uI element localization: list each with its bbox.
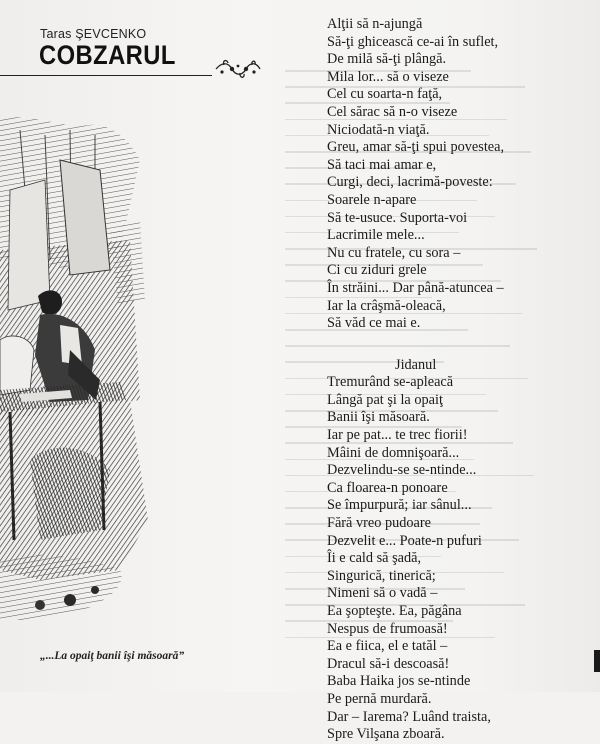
poem-text (327, 16, 587, 744)
poem-line: Singurică, tinerică; (327, 567, 436, 584)
poem-line: Soarele n-apare (327, 191, 417, 208)
poem-line: Să văd ce mai e. (327, 315, 421, 332)
poem-line: Lângă pat şi la opaiţ (327, 391, 443, 408)
poem-line: Să-ţi ghicească ce-ai în suflet, (327, 33, 499, 50)
stanza-break (327, 333, 587, 357)
page-edge-mark (594, 650, 600, 672)
poem-line: Lacrimile mele... (327, 227, 425, 244)
poem-line: Dezvelindu-se se-ntinde... (327, 462, 477, 479)
header-rule (0, 75, 212, 76)
poem-line: Alţii să n-ajungă (327, 16, 423, 32)
poem-line: Banii îşi măsoară. (327, 409, 430, 426)
poem-line: Iar pe pat... te trec fiorii! (327, 427, 468, 444)
poem-line: Iar la crâşmă-oleacă, (327, 297, 446, 314)
poem-line: Cel cu soarta-n faţă, (327, 86, 443, 103)
poem-line: Ca floarea-n ponoare (327, 479, 448, 496)
poem-line: Ea e fiica, el e tatăl – (327, 638, 448, 655)
poem-line: Baba Haika jos se-ntinde (327, 673, 471, 690)
poem-line: Nespus de frumoasă! (327, 620, 448, 637)
poem-line: Se împurpură; iar sânul... (327, 497, 472, 514)
poem-line: Să te-usuce. Suporta-voi (327, 209, 468, 226)
poem-line: Tremurând se-apleacă (327, 374, 454, 391)
poem-line: Fără vreo pudoare (327, 515, 432, 532)
poem-line: Dezvelit e... Poate-n pufuri (327, 532, 482, 549)
engraving-illustration-icon (0, 100, 150, 628)
book-title: COBZARUL (39, 40, 176, 70)
poem-line: Nimeni să o vadă – (327, 585, 438, 602)
poem-line: Ci cu ziduri grele (327, 262, 427, 279)
poem-line: Mila lor... să o viseze (327, 68, 449, 85)
poem-line: Dar – Iarema? Luând traista, (327, 708, 491, 725)
poem-line: Spre Vilşana zboară. (327, 726, 445, 743)
poem-line: Cel sărac să n-o viseze (327, 103, 458, 120)
poem-line: Nu cu fratele, cu sora – (327, 244, 461, 261)
floral-ornament-icon (214, 58, 262, 80)
poem-line: Niciodată-n viaţă. (327, 121, 430, 138)
poem-line: Dracul să-i descoasă! (327, 655, 450, 672)
poem-line: De milă să-ţi plângă. (327, 51, 447, 68)
poem-line: Pe pernă murdară. (327, 690, 432, 707)
author-name: Taras ŞEVCENKO (40, 27, 147, 41)
poem-line: Ea şopteşte. Ea, păgâna (327, 603, 462, 619)
poem-line: Îi e cald să şadă, (327, 550, 422, 567)
section-title: Jidanul (395, 356, 437, 373)
poem-line: Greu, amar să-ţi spui povestea, (327, 139, 505, 156)
poem-line: Mâini de domnişoară... (327, 444, 460, 461)
poem-line: Curgi, deci, lacrimă-poveste: (327, 174, 493, 191)
illustration-caption: „...La opaiţ banii îşi măsoară” (40, 650, 185, 662)
poem-line: Să taci mai amar e, (327, 156, 437, 173)
poem-line: În străini... Dar până-atuncea – (327, 279, 504, 296)
